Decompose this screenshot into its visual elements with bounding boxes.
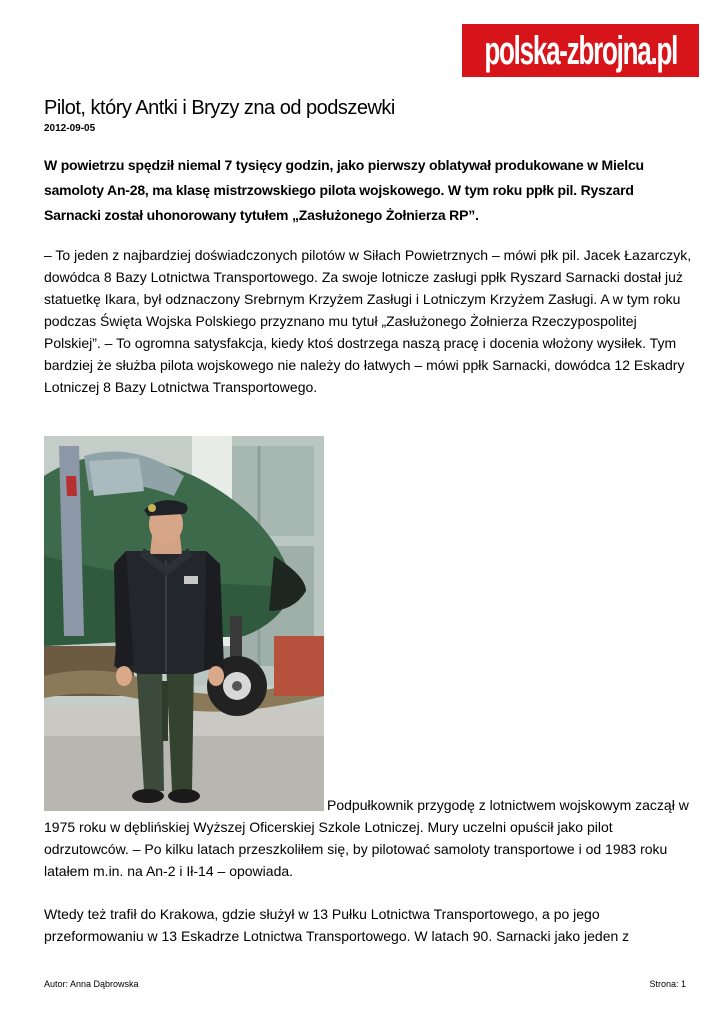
article-date: 2012-09-05 (44, 123, 96, 134)
site-logo[interactable] (462, 24, 699, 77)
article-paragraph-1: – To jeden z najbardziej doświadczonych pilotów w Siłach Powietrznych – mówi płk pil. Jacek Łazarczyk, dowódca 8 Bazy Lotnictwa Transportowego. Za swoje lotnicze zasługi ppłk Ryszard Sarnacki dostał już statuetkę Ikara, był odznaczony Srebrnym Krzyżem Zasługi i Lotniczym Krzyżem Zasługi. A w tym roku podczas Święta Wojska Polskiego przyznano mu tytuł „Zasłużonego Żołnierza Rzeczypospolitej Polskiej”. – To ogromna satysfakcja, kiedy ktoś dostrzega naszą pracę i docenia włożony wysiłek. Tym bardziej że służba pilota wojskowego nie należy do łatwych – mówi ppłk Sarnacki, dowódca 12 Eskadry Lotniczej 8 Bazy Lotnictwa Transportowego. (44, 247, 692, 395)
footer-page-number: Strona: 1 (649, 979, 686, 989)
article-photo-pilot (44, 436, 324, 811)
article-title: Pilot, który Antki i Bryzy zna od podszewki (44, 97, 395, 119)
article-paragraph-2 (44, 794, 694, 882)
site-logo-text: polska-zbrojna.pl (484, 27, 677, 73)
footer-author: Autor: Anna Dąbrowska (44, 979, 139, 989)
article-paragraph-2-text: Podpułkownik przygodę z lotnictwem wojskowym zaczął w 1975 roku w dęblińskiej Wyższej Oficerskiej Szkole Lotniczej. Mury uczelni opuścił jako pilot odrzutowców. – Po kilku latach przeszkoliłem się, by pilotować samoloty transportowe i od 1983 roku latałem m.in. na An-2 i Ił-14 – opowiada. (44, 797, 689, 879)
article-paragraph-3: Wtedy też trafił do Krakowa, gdzie służył w 13 Pułku Lotnictwa Transportowego, a po jego przeformowaniu w 13 Eskadrze Lotnictwa Transportowego. W latach 90. Sarnacki jako jeden z (44, 906, 630, 944)
article-lead: W powietrzu spędził niemal 7 tysięcy godzin, jako pierwszy oblatywał produkowane w Mielcu samoloty An-28, ma klasę mistrzowskiego pilota wojskowego. W tym roku ppłk pil. Ryszard Sarnacki został uhonorowany tytułem „Zasłużonego Żołnierza RP”. (44, 157, 644, 223)
